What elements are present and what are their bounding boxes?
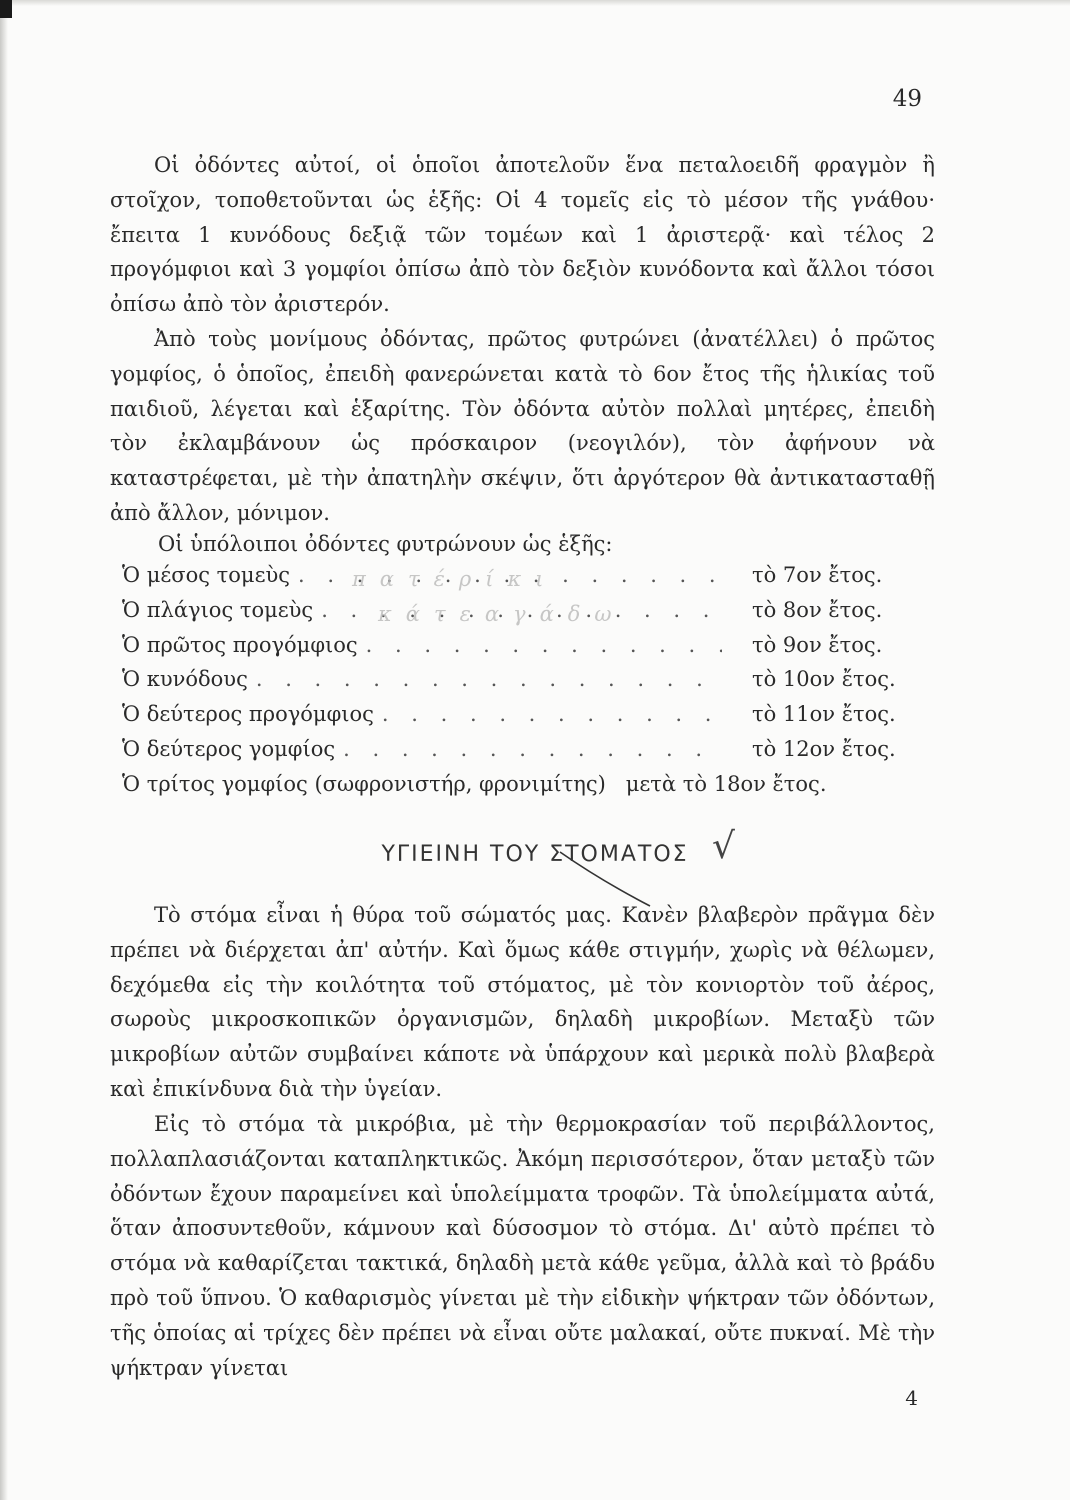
check-mark-icon: √: [712, 826, 735, 867]
section-heading: ΥΓΙΕΙΝΗ ΤΟΥ ΣΤΟΜΑΤΟΣ: [381, 842, 689, 867]
tooth-age: τὸ 10ον ἔτος.: [752, 667, 896, 692]
tooth-age: τὸ 7ον ἔτος.: [752, 563, 883, 587]
paragraph-teeth-arrangement: Οἱ ὀδόντες αὐτοί, οἱ ὁποῖοι ἀποτελοῦν ἕνα πεταλοειδῆ φραγμὸν ἢ στοῖχον, τοποθετοῦνται ὡς ἑξῆς: Οἱ 4 τομεῖς εἰς τὸ μέσον τῆς γνάθου· ἔπειτα 1 κυνόδους δεξιᾷ τῶν τομέων καὶ 1 ἀριστερᾷ· καὶ τέλος 2 προγόμφιοι καὶ 3 γομφίοι ὀπίσω ἀπὸ τὸν δεξιὸν κυνόδοντα καὶ ἄλλοι τόσοι ὀπίσω ἀπὸ τὸν ἀριστερόν.: [110, 153, 935, 317]
tooth-age: τὸ 9ον ἔτος.: [752, 632, 883, 657]
page-number: 49: [892, 86, 922, 112]
tooth-name: Ὁ τρίτος γομφίος (σωφρονιστήρ, φρονιμίτης): [122, 771, 606, 796]
tooth-age: τὸ 12ον ἔτος.: [752, 736, 896, 761]
paragraph-mouth-hygiene: Τὸ στόμα εἶναι ἡ θύρα τοῦ σώματός μας. Κανὲν βλαβερὸν πρᾶγμα δὲν πρέπει νὰ διέρχεται ἀπ' αὐτήν. Καὶ ὅμως κάθε στιγμήν, χωρὶς νὰ θέλωμεν, δεχόμεθα εἰς τὴν κοιλότητα τοῦ στόματος, μὲ τὸν κονιορτὸν τοῦ ἀέρος, σωροὺς μικροσκοπικῶν ὀργανισμῶν, δηλαδὴ μικροβίων. Μεταξὺ τῶν μικροβίων αὐτῶν συμβαίνει κάποτε νὰ ὑπάρχουν καὶ μερικὰ πολὺ βλαβερὰ καὶ ἐπικίνδυνα διὰ τὴν ὑγείαν.: [110, 903, 935, 1101]
paragraph-microbes: Εἰς τὸ στόμα τὰ μικρόβια, μὲ τὴν θερμοκρασίαν τοῦ περιβάλλοντος, πολλαπλασιάζονται καταπληκτικῶς. Ἀκόμη περισσότερον, ὅταν μεταξὺ τῶν ὀδόντων ἔχουν παραμείνει καὶ ὑπολείμματα τροφῶν. Τὰ ὑπολείμματα αὐτά, ὅταν ἀποσυντεθοῦν, κάμνουν καὶ δύσοσμον τὸ στόμα. Δι' αὐτὸ πρέπει τὸ στόμα νὰ καθαρίζεται τακτικά, δηλαδὴ μετὰ κάθε γεῦμα, ἀλλὰ καὶ τὸ βράδυ πρὸ τοῦ ὕπνου. Ὁ καθαρισμὸς γίνεται μὲ τὴν εἰδικὴν ψήκτραν τῶν ὀδόντων, τῆς ὁποίας αἱ τρίχες δὲν πρέπει νὰ εἶναι οὔτε μαλακαί, οὔτε πυκναί. Μὲ τὴν ψήκτραν γίνεται: [110, 1112, 935, 1380]
tooth-name: Ὁ δεύτερος γομφίος: [122, 736, 336, 761]
teeth-list-intro: Οἱ ὑπόλοιποι ὀδόντες φυτρώνουν ὡς ἑξῆς:: [158, 532, 613, 556]
paragraph-first-molar: Ἀπὸ τοὺς μονίμους ὀδόντας, πρῶτος φυτρώνει (ἀνατέλλει) ὁ πρῶτος γομφίος, ὁ ὁποῖος, ἐπειδὴ φανερώνεται κατὰ τὸ 6ον ἔτος τῆς ἡλικίας τοῦ παιδιοῦ, λέγεται καὶ ἑξαρίτης. Τὸν ὀδόντα αὐτὸν πολλαὶ μητέρες, ἐπειδὴ τὸν ἐκλαμβάνουν ὡς πρόσκαιρον (νεογιλόν), τὸν ἀφήνουν νὰ καταστρέφεται, μὲ τὴν ἀπατηλὴν σκέψιν, ὅτι ἀργότερον θὰ ἀντικατασταθῇ ἀπὸ ἄλλον, μόνιμον.: [110, 327, 935, 525]
pencil-annotation: κάτεαγάδω: [378, 602, 626, 626]
tooth-age: τὸ 11ον ἔτος.: [752, 702, 896, 727]
pencil-annotation: πατέρίκι: [352, 567, 558, 591]
tooth-name: Ὁ πρῶτος προγόμφιος: [122, 632, 358, 657]
footer-signature-number: 4: [905, 1386, 918, 1410]
tooth-name: Ὁ μέσος τομεὺς: [122, 563, 290, 587]
tooth-name: Ὁ κυνόδους: [122, 667, 248, 692]
tooth-age: τὸ 8ον ἔτος.: [752, 597, 883, 622]
tooth-name: Ὁ δεύτερος προγόμφιος: [122, 702, 374, 727]
tooth-age: μετὰ τὸ 18ον ἔτος.: [625, 771, 827, 796]
tooth-name: Ὁ πλάγιος τομεὺς: [122, 597, 314, 622]
